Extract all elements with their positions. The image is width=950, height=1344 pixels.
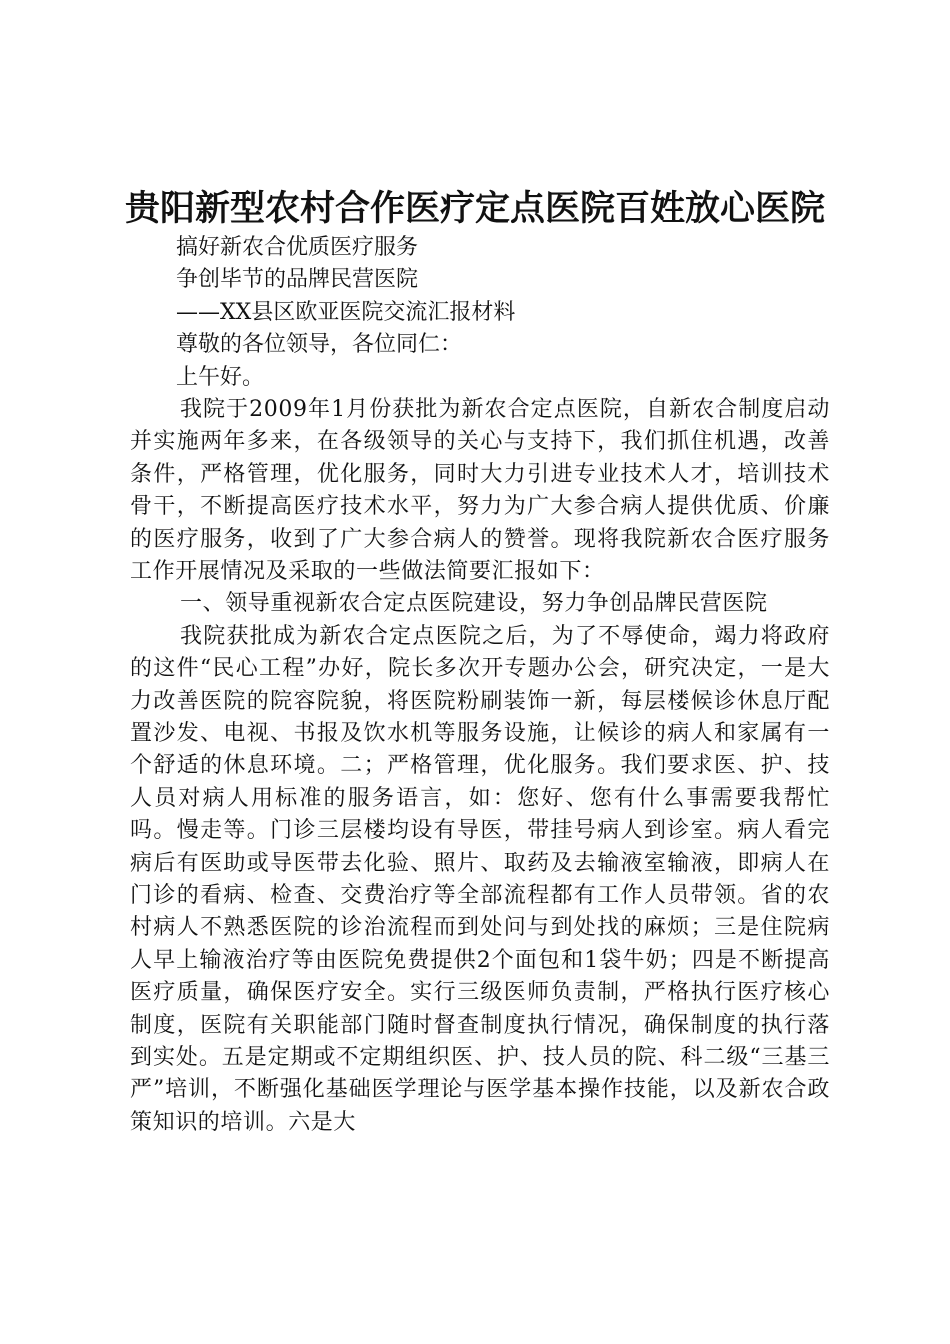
document-body [130, 232, 830, 1139]
section-heading: 一、领导重视新农合定点医院建设，努力争创品牌民营医院 [180, 591, 768, 617]
greeting: 上午好。 [176, 364, 265, 390]
salutation: 尊敬的各位领导，各位同仁： [176, 332, 463, 358]
intro-paragraph: 我院于2009年1月份获批为新农合定点医院，自新农合制度启动并实施两年多来，在各级领导的关心与支持下，我们抓住机遇，改善条件，严格管理，优化服务，同时大力引进专业技术人才，培训技术骨干，不断提高医疗技术水平，努力为广大参合病人提供优质、价廉的医疗服务，收到了广大参合病人的赞誉。现将我院新农合医疗服务工作开展情况及采取的一些做法简要汇报如下： [130, 396, 830, 584]
body-paragraph: 我院获批成为新农合定点医院之后，为了不辱使命，竭力将政府的这件“民心工程”办好，院长多次开专题办公会，研究决定，一是大力改善医院的院容院貌，将医院粉刷装饰一新，每层楼候诊休息厅配置沙发、电视、书报及饮水机等服务设施，让候诊的病人和家属有一个舒适的休息环境。二；严格管理，优化服务。我们要求医、护、技人员对病人用标准的服务语言，如：您好、您有什么事需要我帮忙吗。慢走等。门诊三层楼均设有导医，带挂号病人到诊室。病人看完病后有医助或导医带去化验、照片、取药及去输液室输液，即病人在门诊的看病、检查、交费治疗等全部流程都有工作人员带领。省的农村病人不熟悉医院的诊治流程而到处问与到处找的麻烦；三是住院病人早上输液治疗等由医院免费提供2个面包和1袋牛奶；四是不断提高医疗质量，确保医疗安全。实行三级医师负责制，严格执行医疗核心制度，医院有关职能部门随时督查制度执行情况，确保制度的执行落到实处。五是定期或不定期组织医、护、技人员的院、科二级“三基三严”培训，不断强化基础医学理论与医学基本操作技能，以及新农合政策知识的培训。六是大 [130, 623, 830, 1135]
document-title: 贵阳新型农村合作医疗定点医院百姓放心医院 [124, 189, 825, 229]
subtitle-2: 争创毕节的品牌民营医院 [176, 267, 419, 293]
subtitle-3: ——XX县区欧亚医院交流汇报材料 [176, 299, 516, 325]
subtitle-1: 搞好新农合优质医疗服务 [176, 235, 419, 260]
